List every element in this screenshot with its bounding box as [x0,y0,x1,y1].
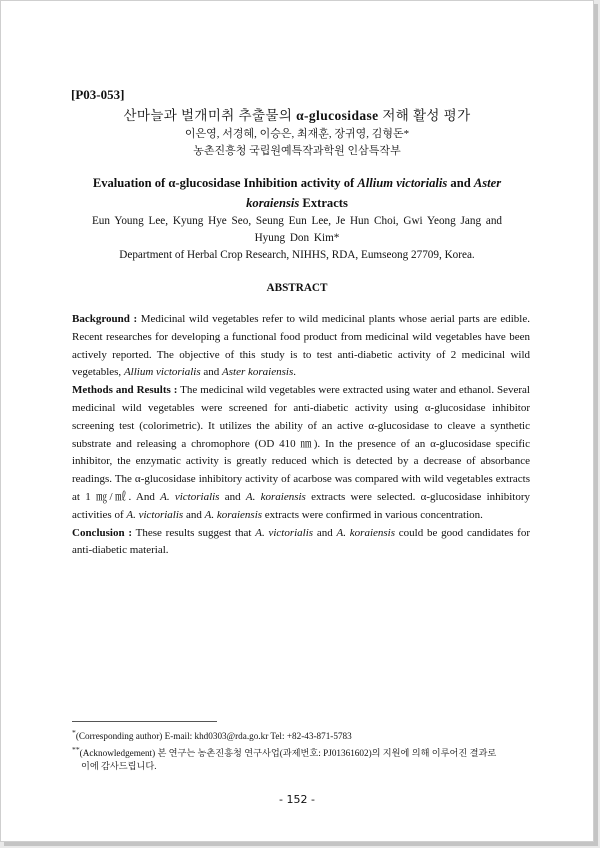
korean-title [1,104,593,124]
abstract-heading: ABSTRACT [266,282,328,294]
species-name: A. victorialis [160,490,220,503]
background-label: Background : [72,313,138,325]
footnote-mark: * [72,728,76,737]
background-text: . [293,366,296,379]
methods-text: The medicinal wild vegetables were extracted using water and ethanol. Several medicinal wild vegetables were screened for anti-diabetic activity using α-glucosidase inhibitor screening test (colorimetric). It utilizes the ability of an active α-glucosidase to cleave a synthetic substrate and releasing a chromophore (OD 410 ㎚). In the presence of an α-glucosidase specific inhibitor, the enzymatic activity is greatly reduced which is detected by a decrease of absorbance readings. The α-glucosidase inhibitory activity of acarbose was compared with wild vegetables extracts at 1 ㎎/㎖. And [72,384,530,503]
species-name: A. victorialis [126,508,184,521]
korean-title-post: 저해 활성 평가 [378,108,471,123]
abstract-methods [72,382,530,524]
conclusion-text: could be good candidates for anti-diabetic material. [72,526,530,557]
english-title-part: Evaluation of α-glucosidase Inhibition activity of [92,176,358,190]
background-text: Medicinal wild vegetables refer to wild medicinal plants whose aerial parts are edible. Recent researches for developing a functional food product from medicinal wild vegetables have been actively reported. The objective of this study is to test anti-diabetic activity of 2 medicinal wild vegetables, [72,313,530,379]
korean-title-pre: 산마늘과 벌개미취 추출물의 [123,108,297,123]
methods-label: Methods and Results : [72,384,178,397]
korean-title-enzyme: α-glucosidase [296,108,379,123]
species-name: Aster koraiensis [222,366,294,379]
methods-text: and [183,508,205,521]
english-title-species: Aster [473,176,502,190]
footnote-text: (Corresponding author) E-mail: khd0303@rda.go.kr Tel: +82-43-871-5783 [75,731,352,742]
english-title-part: and [447,176,474,190]
species-name: A. koraiensis [245,490,306,503]
footnote-acknowledgement-cont: 이에 감사드립니다. [81,761,157,772]
page-number: - 152 - [279,793,315,806]
abstract-conclusion [72,525,530,561]
species-name: Allium victorialis [123,366,201,379]
english-authors: Eun Young Lee, Kyung Hye Seo, Seung Eun Lee, Je Hun Choi, Gwi Yeong Jang and Hyung Don Kim* [91,215,503,244]
english-title [79,173,515,213]
footnote-corresponding [72,726,537,743]
korean-affiliation: 농촌진흥청 국립원예특작과학원 인삼특작부 [193,145,401,157]
poster-code: [P03-053] [71,87,125,102]
methods-text: extracts were selected. α-glucosidase inhibitory activities of [72,490,530,521]
abstract-background [72,311,530,382]
english-title-species: Allium victorialis [357,176,448,190]
footnote-acknowledgement [72,743,537,760]
background-text: and [200,366,223,379]
conclusion-text: These results suggest that [132,526,256,539]
korean-authors: 이은영, 서경혜, 이승은, 최재훈, 장귀영, 김형돈* [184,128,410,140]
conclusion-text: and [313,526,337,539]
footnote-divider [72,721,217,722]
abstract-body [72,311,530,560]
species-name: A. koraiensis [336,526,396,539]
english-title-part: Extracts [299,196,348,210]
footnotes [72,726,537,773]
methods-text: and [219,490,246,503]
footnote-text: (Acknowledgement) 본 연구는 농촌진흥청 연구사업(과제번호: PJ01361602)의 지원에 의해 이루어진 결과로 [79,748,497,759]
species-name: A. victorialis [255,526,314,539]
conclusion-label: Conclusion : [72,526,133,539]
methods-text: extracts were confirmed in various concentration. [262,508,483,521]
species-name: A. koraiensis [204,508,263,521]
footnote-mark: ** [72,745,80,755]
english-title-species: koraiensis [246,196,300,210]
english-department: Department of Herbal Crop Research, NIHHS, RDA, Eumseong 27709, Korea. [119,249,475,261]
